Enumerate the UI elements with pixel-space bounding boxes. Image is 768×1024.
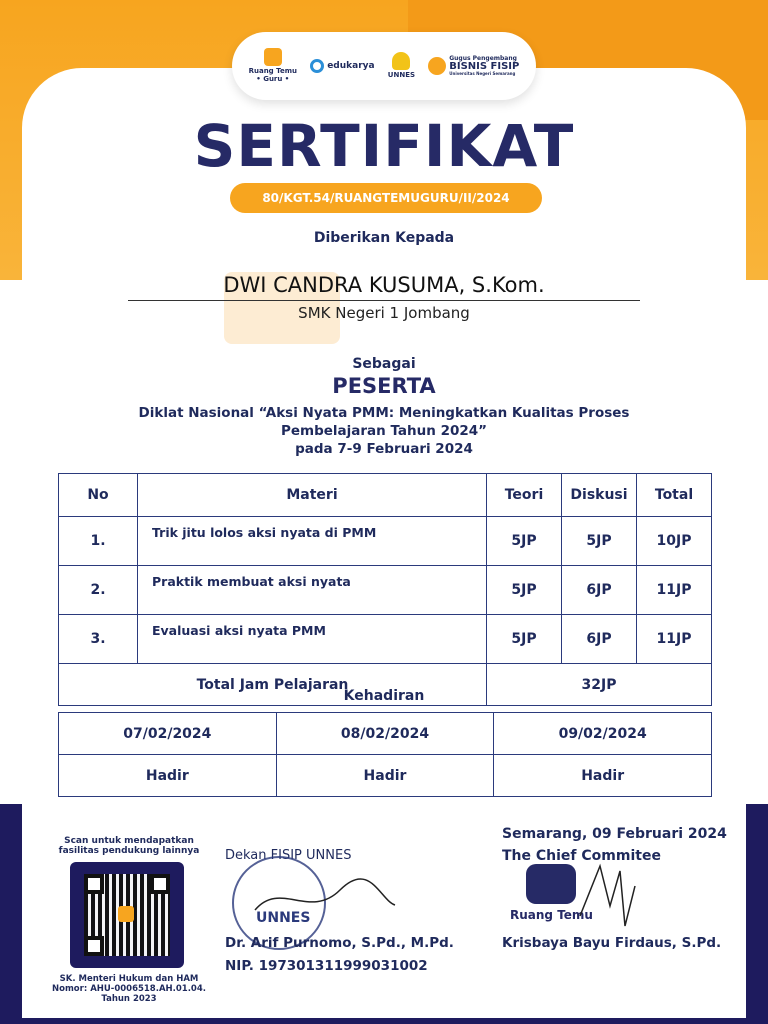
event-description xyxy=(120,404,648,458)
row-no: 2. xyxy=(59,566,138,615)
row-teori: 5JP xyxy=(487,566,562,615)
sk-line-3: Tahun 2023 xyxy=(101,994,157,1004)
table-header-row xyxy=(59,474,712,517)
attendance-status-row xyxy=(59,755,712,797)
certificate-title: SERTIFIKAT xyxy=(193,112,575,180)
row-diskusi: 6JP xyxy=(562,566,637,615)
edukarya-icon xyxy=(310,59,324,73)
logo-bar xyxy=(232,32,536,100)
dean-name: Dr. Arif Purnomo, S.Pd., M.Pd. xyxy=(225,935,454,951)
row-materi: Trik jitu lolos aksi nyata di PMM xyxy=(138,517,487,566)
name-underline xyxy=(128,300,640,301)
stamp-text: UNNES xyxy=(256,910,311,926)
row-total: 11JP xyxy=(637,615,712,664)
attendance-table xyxy=(58,712,712,797)
fisip-logo-top: Gugus Pengembang xyxy=(449,55,517,62)
row-materi: Evaluasi aksi nyata PMM xyxy=(138,615,487,664)
edukarya-text: edukarya xyxy=(327,61,375,71)
qr-finder-bottom-left xyxy=(84,936,104,956)
row-teori: 5JP xyxy=(487,517,562,566)
attendance-status: Hadir xyxy=(494,755,712,797)
legal-registration xyxy=(52,974,206,1004)
chief-signature xyxy=(570,856,640,936)
header-no: No xyxy=(59,474,138,517)
header-diskusi: Diskusi xyxy=(562,474,637,517)
row-materi: Praktik membuat aksi nyata xyxy=(138,566,487,615)
edukarya-logo xyxy=(310,59,374,73)
rtg-logo-line2: • Guru • xyxy=(256,75,290,83)
place-date: Semarang, 09 Februari 2024 xyxy=(502,826,727,842)
chief-logo-text: Ruang Temu xyxy=(510,908,593,922)
table-row xyxy=(59,566,712,615)
certificate-number-badge: 80/KGT.54/RUANGTEMUGURU/II/2024 xyxy=(230,183,542,213)
qr-finder-top-right xyxy=(150,874,170,894)
header-materi: Materi xyxy=(138,474,487,517)
attendance-date: 09/02/2024 xyxy=(494,713,712,755)
recipient-school: SMK Negeri 1 Jombang xyxy=(298,304,470,322)
given-to-label: Diberikan Kepada xyxy=(313,230,455,246)
unnes-emblem-icon xyxy=(392,52,410,70)
unnes-logo-text: UNNES xyxy=(387,71,416,80)
ruang-temu-guru-logo xyxy=(249,48,297,83)
row-total: 10JP xyxy=(637,517,712,566)
table-row xyxy=(59,517,712,566)
row-teori: 5JP xyxy=(487,615,562,664)
header-total: Total xyxy=(637,474,712,517)
chief-title: The Chief Commitee xyxy=(502,848,661,864)
row-no: 3. xyxy=(59,615,138,664)
materials-table xyxy=(58,473,712,706)
row-diskusi: 5JP xyxy=(562,517,637,566)
attendance-date: 08/02/2024 xyxy=(276,713,494,755)
recipient-name: DWI CANDRA KUSUMA, S.Kom. xyxy=(223,273,545,297)
sk-line-1: SK. Menteri Hukum dan HAM xyxy=(59,974,199,984)
dean-title: Dekan FISIP UNNES xyxy=(225,848,352,863)
bisnis-fisip-icon xyxy=(428,57,446,75)
qr-scan-note: Scan untuk mendapatkan fasilitas pendukung lainnya xyxy=(58,836,200,856)
row-no: 1. xyxy=(59,517,138,566)
ruang-temu-guru-icon xyxy=(264,48,282,66)
total-hours-label: Total Jam Pelajaran xyxy=(59,664,487,706)
attendance-date: 07/02/2024 xyxy=(59,713,277,755)
role-title: PESERTA xyxy=(332,374,436,398)
attendance-status: Hadir xyxy=(59,755,277,797)
table-row xyxy=(59,615,712,664)
sk-line-2: Nomor: AHU-0006518.AH.01.04. xyxy=(52,984,206,994)
fisip-logo-sub: Universitas Negeri Semarang xyxy=(449,71,516,76)
header-teori: Teori xyxy=(487,474,562,517)
dean-nip: NIP. 197301311999031002 xyxy=(225,958,428,974)
qr-center-logo-icon xyxy=(118,906,134,922)
qr-finder-top-left xyxy=(84,874,104,894)
chief-name: Krisbaya Bayu Firdaus, S.Pd. xyxy=(502,935,722,951)
bisnis-fisip-logo xyxy=(428,56,519,76)
attendance-status: Hadir xyxy=(276,755,494,797)
row-diskusi: 6JP xyxy=(562,615,637,664)
rtg-logo-line1: Ruang Temu xyxy=(248,67,297,76)
dean-signature xyxy=(250,870,400,930)
attendance-dates-row xyxy=(59,713,712,755)
unnes-logo xyxy=(388,52,415,80)
event-line-2: Pembelajaran Tahun 2024” xyxy=(280,423,488,439)
chief-logo-icon xyxy=(526,864,576,904)
row-total: 11JP xyxy=(637,566,712,615)
total-hours-value: 32JP xyxy=(487,664,712,706)
event-line-3: pada 7-9 Februari 2024 xyxy=(295,441,473,457)
as-label: Sebagai xyxy=(352,356,416,372)
fisip-logo-main: BISNIS FISIP xyxy=(449,61,520,72)
event-line-1: Diklat Nasional “Aksi Nyata PMM: Meningkatkan Kualitas Proses xyxy=(138,405,630,421)
attendance-heading: Kehadiran xyxy=(343,688,425,704)
